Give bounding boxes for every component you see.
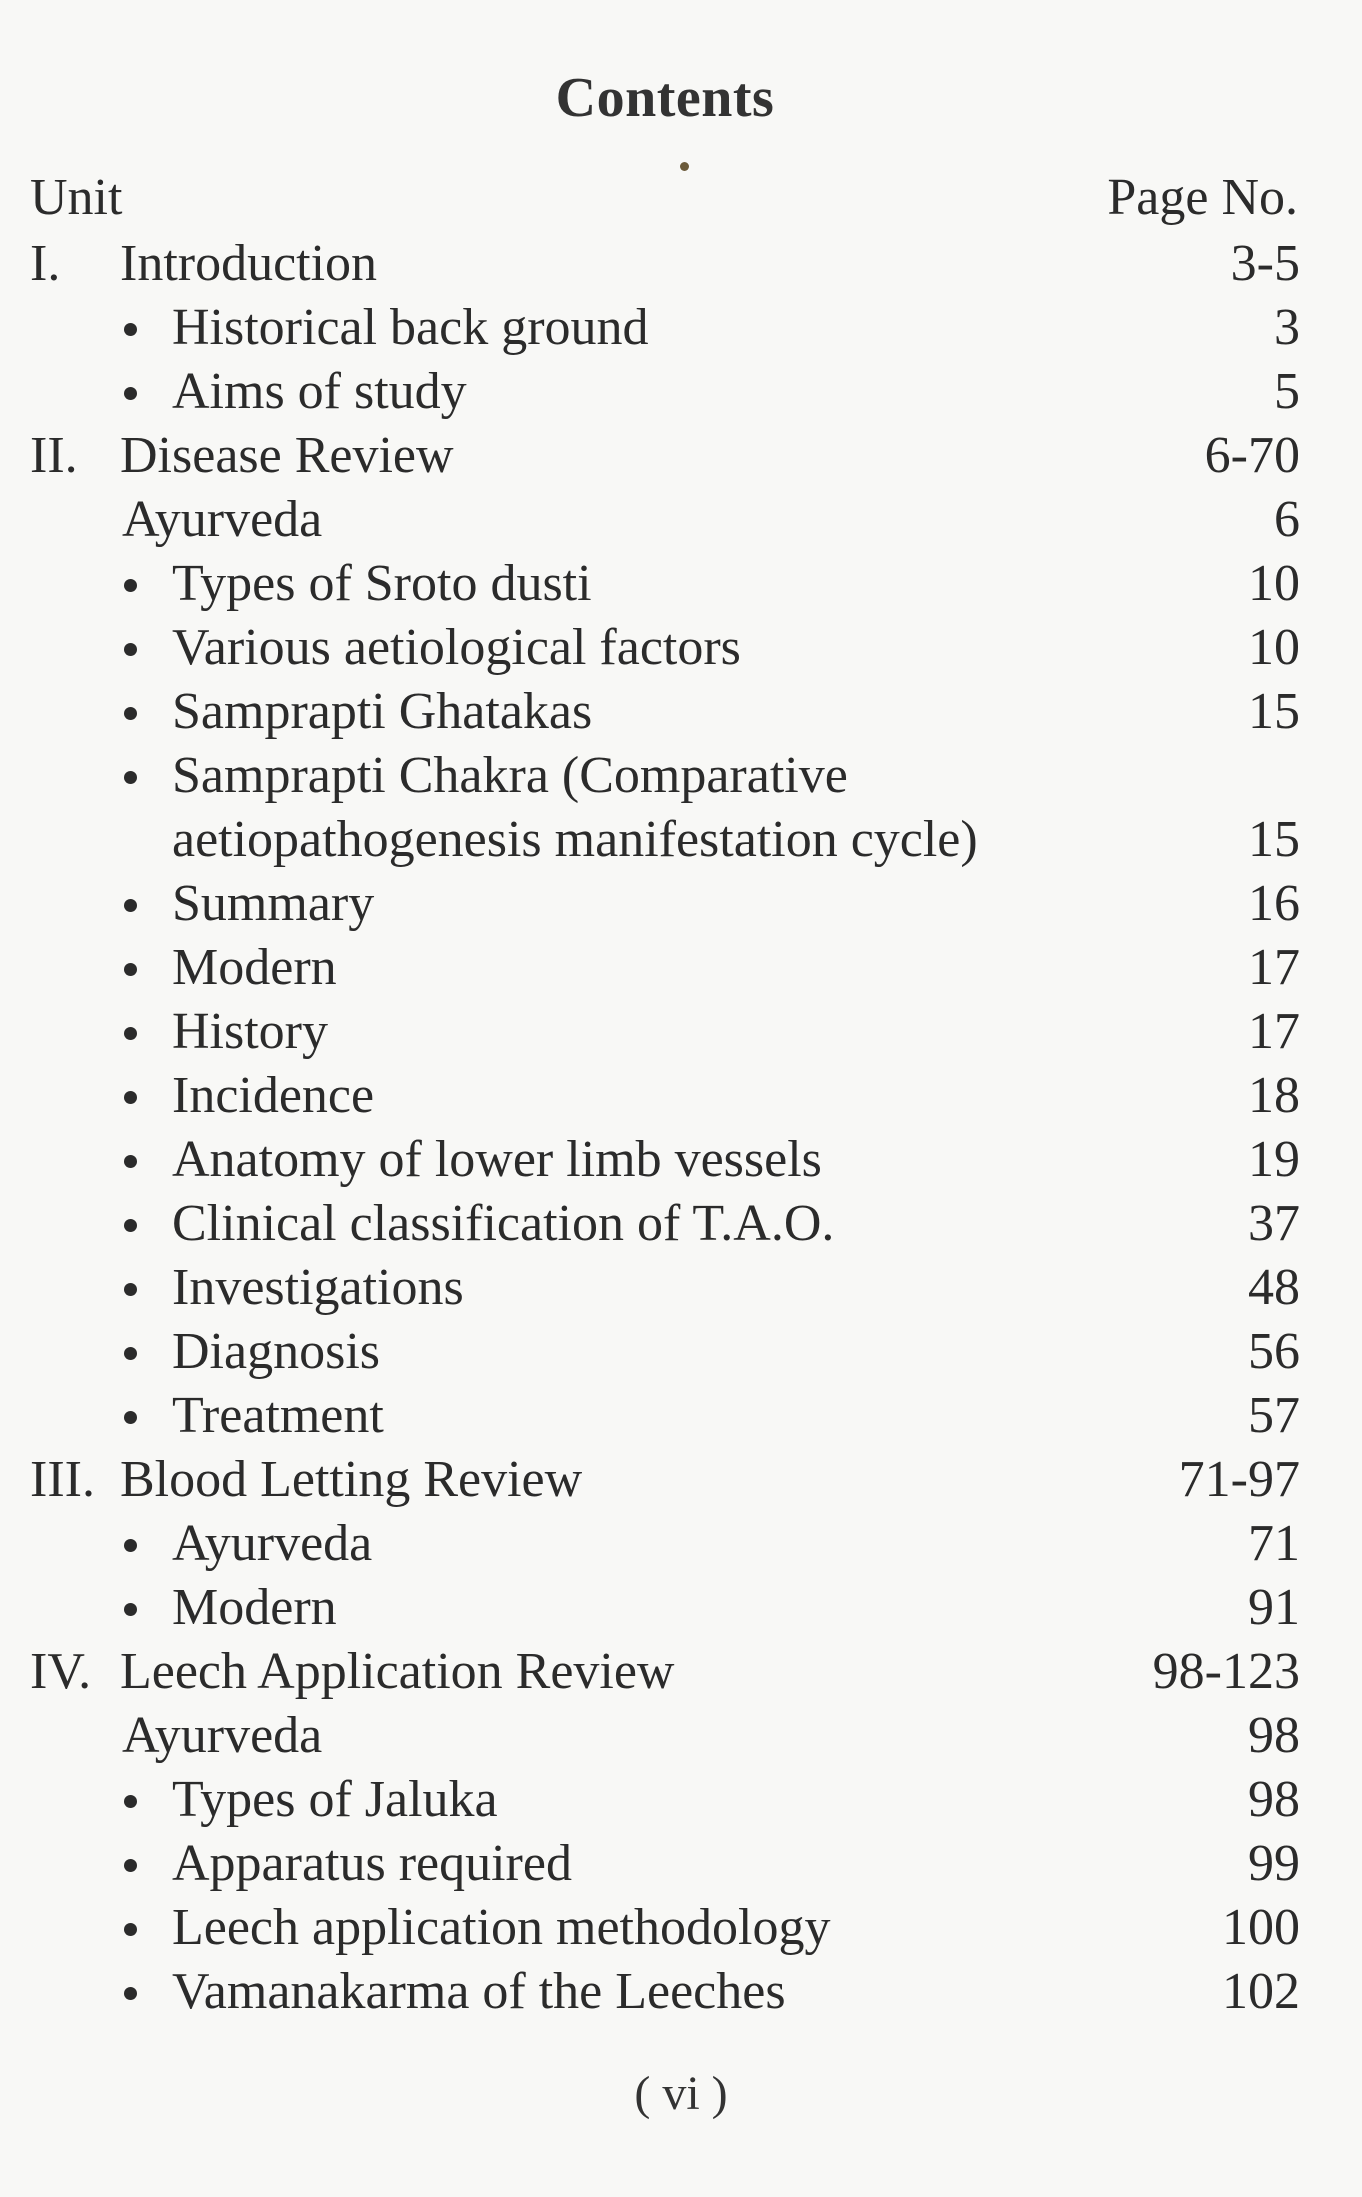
- entry-page-number: 91: [1248, 1579, 1300, 1636]
- entry-page-number: 17: [1248, 939, 1300, 996]
- entry-label: [172, 1256, 464, 1320]
- toc-entry: [0, 424, 1362, 488]
- entry-label-line: Introduction: [120, 235, 378, 292]
- entry-page-number: 19: [1248, 1131, 1300, 1188]
- entry-page-number: 98-123: [1152, 1643, 1300, 1700]
- bullet-icon: [124, 899, 137, 912]
- entry-label: [172, 1768, 498, 1832]
- entry-page-number: 98: [1248, 1707, 1300, 1764]
- entry-page-number: 71-97: [1178, 1451, 1300, 1508]
- entry-label-line: Aims of study: [172, 363, 467, 420]
- entry-label-line: Investigations: [172, 1259, 464, 1316]
- toc-entry: [0, 1768, 1362, 1832]
- toc-entry: [0, 1384, 1362, 1448]
- entry-label-line: Samprapti Chakra (Comparative: [172, 747, 848, 804]
- entry-page-number: 5: [1274, 363, 1300, 420]
- entry-label-line: Anatomy of lower limb vessels: [172, 1131, 822, 1188]
- unit-number: II.: [30, 427, 78, 484]
- toc-entry: [0, 1704, 1362, 1768]
- entry-label-line: History: [172, 1003, 328, 1060]
- entry-label-line: Modern: [172, 1579, 337, 1636]
- entry-label-line: Ayurveda: [172, 1515, 373, 1572]
- entry-label: [120, 1448, 582, 1512]
- bullet-icon: [124, 1283, 137, 1296]
- entry-page-number: 15: [1248, 683, 1300, 740]
- entry-page-number: 56: [1248, 1323, 1300, 1380]
- entry-label: [172, 1384, 384, 1448]
- entry-label-line: Ayurveda: [122, 491, 323, 548]
- entry-page-number: 100: [1222, 1899, 1300, 1956]
- entry-label: [172, 616, 741, 680]
- entry-label-line: Ayurveda: [122, 1707, 323, 1764]
- entry-label: [172, 552, 592, 616]
- bullet-icon: [124, 1091, 137, 1104]
- bullet-icon: [124, 1219, 137, 1232]
- entry-label-line: Types of Jaluka: [172, 1771, 498, 1828]
- unit-number: IV.: [30, 1643, 92, 1700]
- bullet-icon: [124, 323, 137, 336]
- toc-entry: [0, 1320, 1362, 1384]
- entry-label: [172, 1320, 380, 1384]
- bullet-icon: [124, 643, 137, 656]
- entry-label-line: Historical back ground: [172, 299, 649, 356]
- toc-entry: [0, 296, 1362, 360]
- entry-page-number: 99: [1248, 1835, 1300, 1892]
- entry-label: [172, 360, 467, 424]
- entry-label: [172, 1192, 834, 1256]
- bullet-icon: [124, 1987, 137, 2000]
- toc-entry: [0, 360, 1362, 424]
- bullet-icon: [124, 1923, 137, 1936]
- bullet-icon: [124, 771, 137, 784]
- entry-label: [172, 680, 592, 744]
- entry-label-line: Leech application methodology: [172, 1899, 831, 1956]
- toc-entry: [0, 1064, 1362, 1128]
- entry-label-line: Clinical classification of T.A.O.: [172, 1195, 835, 1252]
- bullet-icon: [124, 1155, 137, 1168]
- entry-label-line: Diagnosis: [172, 1323, 380, 1380]
- entry-page-number: 3: [1274, 299, 1300, 356]
- bullet-icon: [124, 579, 137, 592]
- column-header-row: [30, 168, 1298, 232]
- entry-label-line: Blood Letting Review: [120, 1451, 583, 1508]
- toc-entry: [0, 1192, 1362, 1256]
- entry-label: [172, 872, 374, 936]
- entry-page-number: 57: [1248, 1387, 1300, 1444]
- entry-label: [122, 1704, 322, 1768]
- bullet-icon: [124, 1795, 137, 1808]
- toc-entry: [0, 1448, 1362, 1512]
- entry-page-number: 102: [1222, 1963, 1300, 2020]
- entry-page-number: 10: [1248, 619, 1300, 676]
- entry-label-line: Various aetiological factors: [172, 619, 741, 676]
- entry-label: [172, 936, 337, 1000]
- toc-entry: [0, 936, 1362, 1000]
- toc-entry: [0, 1960, 1362, 2024]
- bullet-icon: [124, 1411, 137, 1424]
- toc-entry: [0, 552, 1362, 616]
- bullet-icon: [124, 1859, 137, 1872]
- page-title: Contents: [555, 67, 775, 129]
- toc-entry: [0, 744, 1362, 872]
- toc-entry: [0, 616, 1362, 680]
- toc-entry: [0, 1576, 1362, 1640]
- bullet-icon: [124, 1027, 137, 1040]
- entry-label-line: Disease Review: [120, 427, 454, 484]
- page-number-footer: ( vi ): [634, 2067, 728, 2120]
- bullet-icon: [124, 1347, 137, 1360]
- entry-label: [172, 1832, 572, 1896]
- toc-list: [0, 232, 1362, 2024]
- entry-page-number: 3-5: [1230, 235, 1300, 292]
- bullet-icon: [124, 387, 137, 400]
- bullet-icon: [124, 707, 137, 720]
- toc-entry: [0, 1256, 1362, 1320]
- entry-page-number: 71: [1248, 1515, 1300, 1572]
- entry-label: [172, 1128, 822, 1192]
- entry-label: [172, 744, 978, 872]
- toc-entry: [0, 1512, 1362, 1576]
- entry-label: [120, 232, 377, 296]
- entry-label-line: Treatment: [172, 1387, 384, 1444]
- toc-entry: [0, 232, 1362, 296]
- entry-label: [172, 1960, 786, 2024]
- entry-label: [122, 488, 322, 552]
- entry-page-number: 6-70: [1204, 427, 1300, 484]
- unit-number: I.: [30, 235, 61, 292]
- entry-page-number: 98: [1248, 1771, 1300, 1828]
- toc-entry: [0, 872, 1362, 936]
- entry-label-line: Incidence: [172, 1067, 375, 1124]
- unit-column-header: Unit: [30, 169, 123, 226]
- toc-entry: [0, 1640, 1362, 1704]
- toc-entry: [0, 1000, 1362, 1064]
- entry-label: [172, 1000, 328, 1064]
- entry-label-line: Samprapti Ghatakas: [172, 683, 593, 740]
- entry-label: [120, 1640, 674, 1704]
- entry-label: [172, 1576, 337, 1640]
- page-no-column-header: Page No.: [1107, 169, 1298, 226]
- entry-label: [120, 424, 454, 488]
- entry-label-line: Apparatus required: [172, 1835, 572, 1892]
- unit-number: III.: [30, 1451, 95, 1508]
- entry-page-number: 37: [1248, 1195, 1300, 1252]
- entry-page-number: 17: [1248, 1003, 1300, 1060]
- toc-entry: [0, 1896, 1362, 1960]
- entry-label-line: aetiopathogenesis manifestation cycle): [172, 811, 978, 868]
- bullet-icon: [124, 963, 137, 976]
- toc-entry: [0, 1832, 1362, 1896]
- entry-label-line: Summary: [172, 875, 375, 932]
- bullet-icon: [124, 1539, 137, 1552]
- entry-label: [172, 1896, 830, 1960]
- entry-label-line: Vamanakarma of the Leeches: [172, 1963, 786, 2020]
- entry-label: [172, 1064, 374, 1128]
- entry-page-number: 6: [1274, 491, 1300, 548]
- entry-label: [172, 296, 649, 360]
- entry-label: [172, 1512, 372, 1576]
- entry-page-number: 16: [1248, 875, 1300, 932]
- entry-page-number: 48: [1248, 1259, 1300, 1316]
- toc-entry: [0, 488, 1362, 552]
- entry-label-line: Leech Application Review: [120, 1643, 675, 1700]
- entry-label-line: Types of Sroto dusti: [172, 555, 592, 612]
- toc-entry: [0, 680, 1362, 744]
- toc-entry: [0, 1128, 1362, 1192]
- entry-label-line: Modern: [172, 939, 337, 996]
- entry-page-number: 18: [1248, 1067, 1300, 1124]
- entry-page-number: 15: [1248, 811, 1300, 868]
- bullet-icon: [124, 1603, 137, 1616]
- entry-page-number: 10: [1248, 555, 1300, 612]
